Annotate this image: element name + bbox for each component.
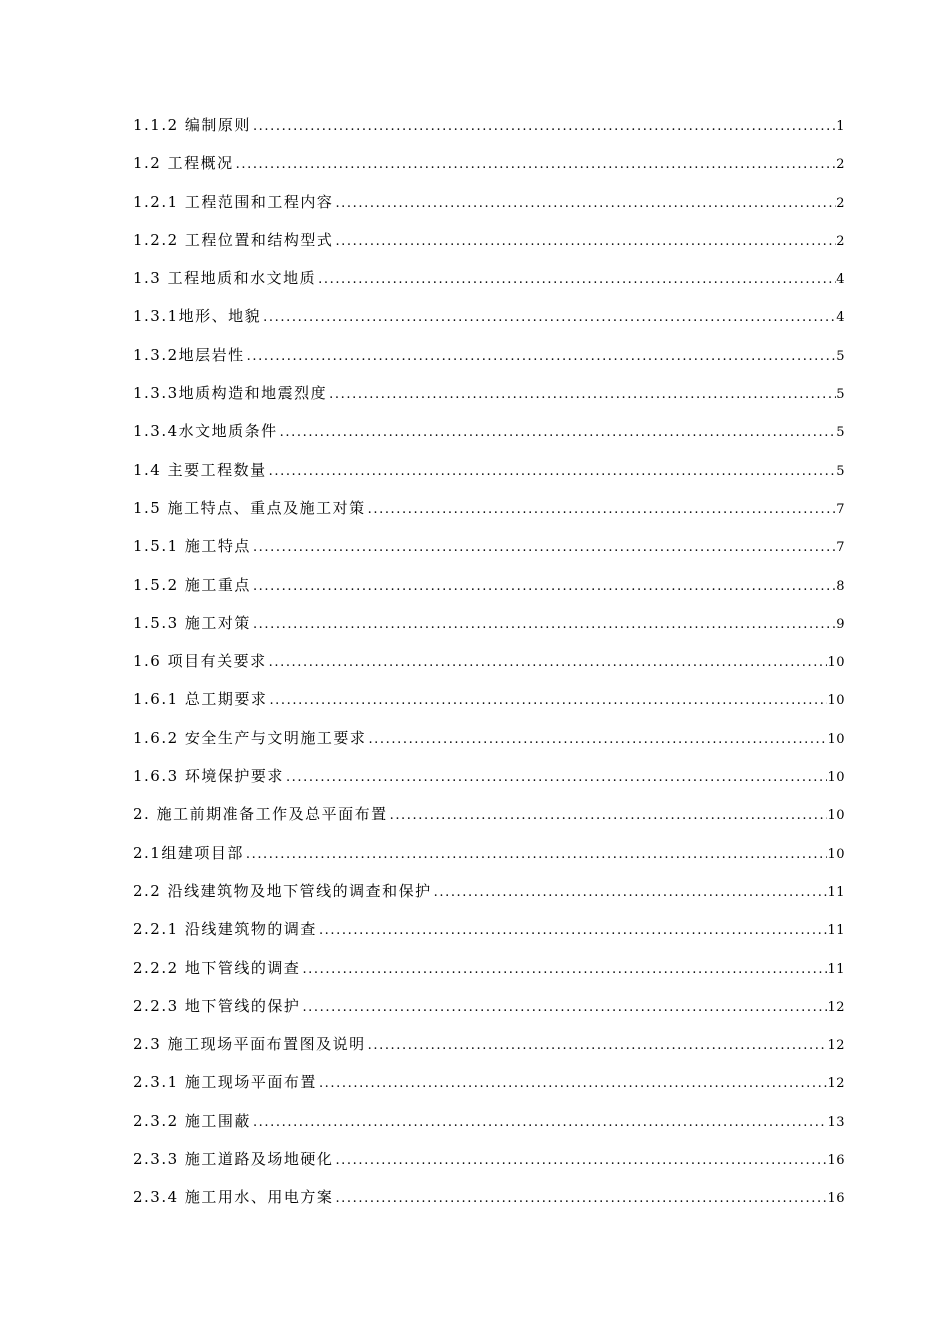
toc-entry-title: 1.6.3 环境保护要求: [133, 767, 284, 786]
toc-dot-leader: [432, 885, 828, 900]
toc-entry-page-number: 16: [827, 1191, 845, 1207]
toc-entry[interactable]: [133, 880, 845, 918]
toc-entry-page-number: 7: [836, 501, 845, 517]
toc-entry-page-number: 12: [827, 1038, 845, 1054]
toc-entry-page-number: 10: [827, 731, 845, 747]
toc-dot-leader: [300, 962, 827, 977]
toc-dot-leader: [261, 310, 836, 325]
toc-dot-leader: [251, 540, 836, 555]
toc-entry[interactable]: [133, 152, 845, 190]
toc-entry[interactable]: [133, 612, 845, 650]
toc-entry-page-number: 2: [836, 157, 845, 173]
toc-entry[interactable]: [133, 650, 845, 688]
toc-dot-leader: [234, 157, 837, 172]
toc-entry-page-number: 9: [836, 616, 845, 632]
toc-entry-title: 1.4 主要工程数量: [133, 460, 267, 479]
toc-entry-title: 1.3 工程地质和水文地质: [133, 269, 317, 288]
toc-entry-page-number: 7: [836, 540, 845, 556]
toc-entry-title: 1.2 工程概况: [133, 154, 234, 173]
toc-entry[interactable]: [133, 459, 845, 497]
toc-entry-page-number: 4: [836, 310, 845, 326]
toc-entry[interactable]: [133, 918, 845, 956]
toc-entry-title: 2.2.3 地下管线的保护: [133, 996, 301, 1015]
toc-entry[interactable]: [133, 535, 845, 573]
toc-entry[interactable]: [133, 688, 845, 726]
toc-entry-page-number: 10: [827, 846, 845, 862]
toc-entry-title: 2.3.2 施工围蔽: [133, 1111, 251, 1130]
toc-entry-title: 1.6.1 总工期要求: [133, 690, 268, 709]
toc-entry-title: 2.3.1 施工现场平面布置: [133, 1073, 317, 1092]
toc-entry[interactable]: [133, 191, 845, 229]
toc-dot-leader: [316, 272, 836, 287]
toc-entry[interactable]: [133, 727, 845, 765]
toc-entry[interactable]: [133, 497, 845, 535]
toc-entry-page-number: 11: [827, 884, 845, 900]
toc-dot-leader: [251, 617, 836, 632]
toc-entry[interactable]: [133, 1033, 845, 1071]
toc-dot-leader: [327, 387, 836, 402]
toc-entry-title: 1.5.3 施工对策: [133, 613, 251, 632]
toc-entry[interactable]: [133, 305, 845, 343]
toc-entry[interactable]: [133, 1071, 845, 1109]
toc-entry-title: 1.5.2 施工重点: [133, 575, 251, 594]
toc-dot-leader: [267, 693, 827, 708]
toc-entry[interactable]: [133, 842, 845, 880]
toc-entry-page-number: 2: [836, 233, 845, 249]
toc-entry[interactable]: [133, 229, 845, 267]
toc-entry-title: 1.5.1 施工特点: [133, 537, 251, 556]
toc-entry-page-number: 10: [827, 770, 845, 786]
toc-entry-page-number: 2: [836, 195, 845, 211]
toc-entry-title: 1.3.3地质构造和地震烈度: [133, 384, 328, 403]
toc-dot-leader: [251, 1115, 828, 1130]
toc-dot-leader: [317, 1076, 828, 1091]
toc-entry-title: 2.3.3 施工道路及场地硬化: [133, 1150, 334, 1169]
toc-entry[interactable]: [133, 1186, 845, 1224]
toc-dot-leader: [366, 732, 827, 747]
toc-entry-title: 1.3.2地层岩性: [133, 345, 245, 364]
table-of-contents: [133, 114, 845, 1225]
toc-entry-title: 1.5 施工特点、重点及施工对策: [133, 498, 366, 517]
toc-entry-page-number: 11: [827, 923, 845, 939]
toc-dot-leader: [317, 923, 828, 938]
toc-entry[interactable]: [133, 574, 845, 612]
toc-dot-leader: [244, 847, 828, 862]
toc-entry-page-number: 10: [827, 693, 845, 709]
toc-dot-leader: [333, 234, 836, 249]
toc-entry[interactable]: [133, 765, 845, 803]
toc-entry-page-number: 4: [836, 272, 845, 288]
toc-dot-leader: [267, 464, 837, 479]
toc-entry[interactable]: [133, 344, 845, 382]
toc-entry-page-number: 11: [827, 961, 845, 977]
toc-entry-title: 1.6.2 安全生产与文明施工要求: [133, 728, 367, 747]
toc-entry-page-number: 13: [827, 1114, 845, 1130]
toc-entry-title: 1.3.1地形、地貌: [133, 307, 262, 326]
toc-entry-title: 2.3.4 施工用水、用电方案: [133, 1188, 334, 1207]
toc-entry[interactable]: [133, 1148, 845, 1186]
toc-entry-title: 1.2.2 工程位置和结构型式: [133, 230, 334, 249]
toc-entry-page-number: 10: [827, 808, 845, 824]
toc-entry-title: 1.6 项目有关要求: [133, 652, 267, 671]
toc-entry-page-number: 10: [827, 655, 845, 671]
toc-entry-page-number: 5: [836, 348, 845, 364]
toc-dot-leader: [251, 119, 836, 134]
toc-entry[interactable]: [133, 382, 845, 420]
toc-entry-page-number: 8: [836, 578, 845, 594]
toc-entry-title: 2.3 施工现场平面布置图及说明: [133, 1035, 366, 1054]
toc-entry-title: 2.2.2 地下管线的调查: [133, 958, 301, 977]
toc-entry-page-number: 5: [836, 425, 845, 441]
toc-entry[interactable]: [133, 420, 845, 458]
toc-entry-title: 1.1.2 编制原则: [133, 116, 251, 134]
toc-entry-title: 2. 施工前期准备工作及总平面布置: [133, 805, 388, 824]
toc-entry-page-number: 5: [836, 387, 845, 403]
toc-dot-leader: [388, 808, 828, 823]
toc-dot-leader: [267, 655, 828, 670]
toc-dot-leader: [278, 425, 837, 440]
toc-entry-page-number: 5: [836, 463, 845, 479]
toc-dot-leader: [366, 502, 837, 517]
toc-entry[interactable]: [133, 114, 845, 152]
toc-dot-leader: [300, 1000, 827, 1015]
toc-dot-leader: [245, 349, 837, 364]
toc-entry-page-number: 16: [827, 1153, 845, 1169]
toc-entry[interactable]: [133, 995, 845, 1033]
toc-dot-leader: [251, 579, 836, 594]
toc-dot-leader: [333, 196, 836, 211]
toc-dot-leader: [366, 1038, 828, 1053]
toc-entry-title: 2.2 沿线建筑物及地下管线的调查和保护: [133, 881, 432, 900]
toc-entry-title: 2.2.1 沿线建筑物的调查: [133, 920, 317, 939]
toc-entry[interactable]: [133, 803, 845, 841]
toc-dot-leader: [333, 1153, 827, 1168]
toc-entry-page-number: 12: [827, 999, 845, 1015]
toc-entry-title: 2.1组建项目部: [133, 843, 244, 862]
toc-entry[interactable]: [133, 957, 845, 995]
toc-entry-page-number: 1: [836, 119, 845, 134]
toc-entry[interactable]: [133, 1110, 845, 1148]
toc-entry-title: 1.2.1 工程范围和工程内容: [133, 192, 334, 211]
toc-entry[interactable]: [133, 267, 845, 305]
toc-dot-leader: [333, 1191, 827, 1206]
toc-entry-page-number: 12: [827, 1076, 845, 1092]
toc-dot-leader: [284, 770, 828, 785]
toc-entry-title: 1.3.4水文地质条件: [133, 422, 278, 441]
